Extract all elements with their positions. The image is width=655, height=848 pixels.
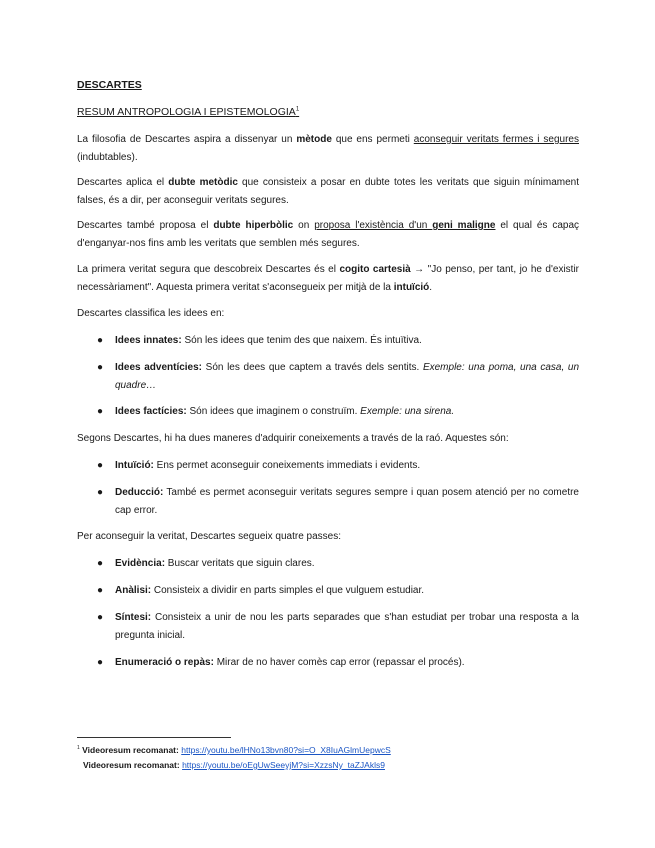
footnote-divider — [77, 737, 231, 738]
video-link-1[interactable]: https://youtu.be/lHNo13bvn80?si=O_X8IuAGlmUepwcS — [181, 745, 391, 755]
footnote-2: Videoresum recomanat: https://youtu.be/oEgUwSeeyjM?si=XzzsNy_taZJAkls9 — [83, 760, 385, 770]
doc-subtitle: RESUM ANTROPOLOGIA I EPISTEMOLOGIA$^1$ — [77, 106, 300, 118]
list-item: ● Idees factícies: Són idees que imaginem o construïm. Exemple: una sirena. — [97, 406, 455, 417]
paragraph-steps-intro: Per aconseguir la veritat, Descartes segueix quatre passes: — [77, 531, 342, 542]
paragraph-knowledge-intro: Segons Descartes, hi ha dues maneres d'adquirir coneixements a través de la raó. Aquestes són: — [77, 433, 509, 444]
footnote-1: $^1$ Videoresum recomanat: https://youtu.be/lHNo13bvn80?si=O_X8IuAGlmUepwcS — [77, 745, 391, 755]
paragraph-hyperbolic-doubt: Descartes també proposa el dubte hiperbòlic on proposa l'existència d'un geni maligne el qual és capaç d'enganyar-nos fins amb les veritats que semblen més segures. — [77, 220, 580, 249]
list-item: ● Deducció: També es permet aconseguir veritats segures sempre i quan posem atenció per no cometre cap error. — [97, 487, 579, 516]
list-item: ● Síntesi: Consisteix a unir de nou les parts separades que s'han estudiat per trobar una resposta a la pregunta inicial. — [97, 612, 579, 641]
list-item: ● Idees innates: Són les idees que tenim des que naixem. És intuïtiva. — [97, 335, 422, 346]
footnote-ref[interactable]: 1 — [295, 106, 300, 113]
paragraph-ideas-intro: Descartes classifica les idees en: — [77, 308, 225, 319]
list-item: ● Anàlisi: Consisteix a dividir en parts simples el que vulguem estudiar. — [97, 585, 425, 596]
list-item: ● Evidència: Buscar veritats que siguin clares. — [97, 558, 315, 569]
paragraph-method: La filosofia de Descartes aspira a dissenyar un mètode que ens permeti aconseguir veritats fermes i segures (indubtables). — [77, 134, 579, 163]
video-link-2[interactable]: https://youtu.be/oEgUwSeeyjM?si=XzzsNy_taZJAkls9 — [182, 760, 385, 770]
list-item: ● Enumeració o repàs: Mirar de no haver comès cap error (repassar el procés). — [97, 657, 465, 668]
list-item: ● Idees adventícies: Són les dees que captem a través dels sentits. Exemple: una poma, una casa, un quadre… — [97, 362, 580, 391]
list-item: ● Intuïció: Ens permet aconseguir coneixements immediats i evidents. — [97, 460, 421, 471]
doc-title: DESCARTES — [77, 79, 142, 91]
paragraph-methodic-doubt: Descartes aplica el dubte metòdic que consisteix a posar en dubte totes les veritats que siguin mínimament falses, és a dir, per aconseguir veritats segures. — [77, 177, 579, 206]
paragraph-cogito: La primera veritat segura que descobreix Descartes és el cogito cartesià → "Jo penso, per tant, jo he d'existir necessàriament". Aquesta primera veritat s'aconsegueix per mitjà de la intuïció. — [77, 264, 579, 293]
